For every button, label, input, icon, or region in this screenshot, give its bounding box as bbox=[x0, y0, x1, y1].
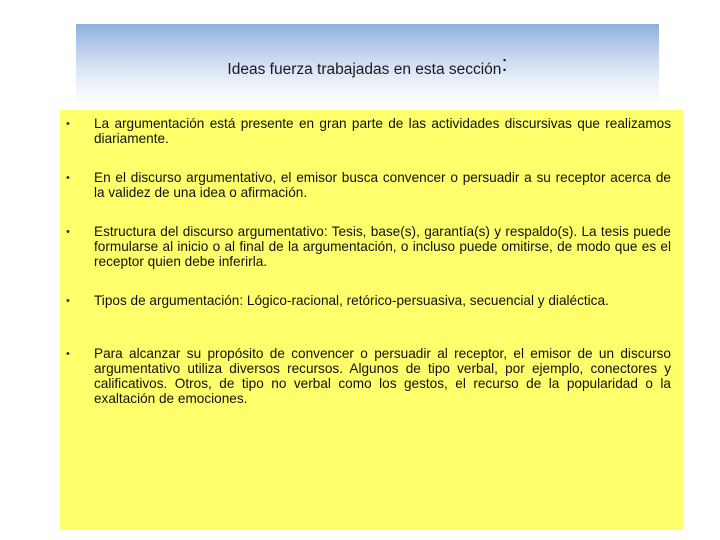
page-title-text: Ideas fuerza trabajadas en esta sección bbox=[227, 61, 502, 78]
page-title-colon: : bbox=[501, 51, 508, 76]
content-box bbox=[60, 110, 683, 530]
list-item-text: En el discurso argumentativo, el emisor busca convencer o persuadir a su receptor acerca de la validez de una idea o afirmación. bbox=[94, 170, 671, 200]
list-item-text: Tipos de argumentación: Lógico-racional, retórico-persuasiva, secuencial y dialéctica. bbox=[94, 293, 609, 308]
bullet-dot-icon: • bbox=[66, 226, 70, 238]
page-title bbox=[76, 51, 659, 80]
bullet-dot-icon: • bbox=[66, 348, 70, 360]
list-item-text: Para alcanzar su propósito de convencer o persuadir al receptor, el emisor de un discurso argumentativo utiliza diversos recursos. Algunos de tipo verbal, por ejemplo, conectores y calificativos. Otros, de tipo no verbal como los gestos, el recurso de la popularidad o la exaltación de emociones. bbox=[94, 346, 671, 406]
bullet-dot-icon: • bbox=[66, 118, 70, 130]
list-item-text: La argumentación está presente en gran parte de las actividades discursivas que realizamos diariamente. bbox=[94, 116, 671, 146]
bullet-dot-icon: • bbox=[66, 295, 70, 307]
list-item-text: Estructura del discurso argumentativo: Tesis, base(s), garantía(s) y respaldo(s). La tesis puede formularse al inicio o al final de la argumentación, o incluso puede omitirse, de modo que es el receptor quien debe inferirla. bbox=[94, 224, 671, 269]
bullet-dot-icon: • bbox=[66, 172, 70, 184]
title-banner bbox=[76, 24, 659, 108]
